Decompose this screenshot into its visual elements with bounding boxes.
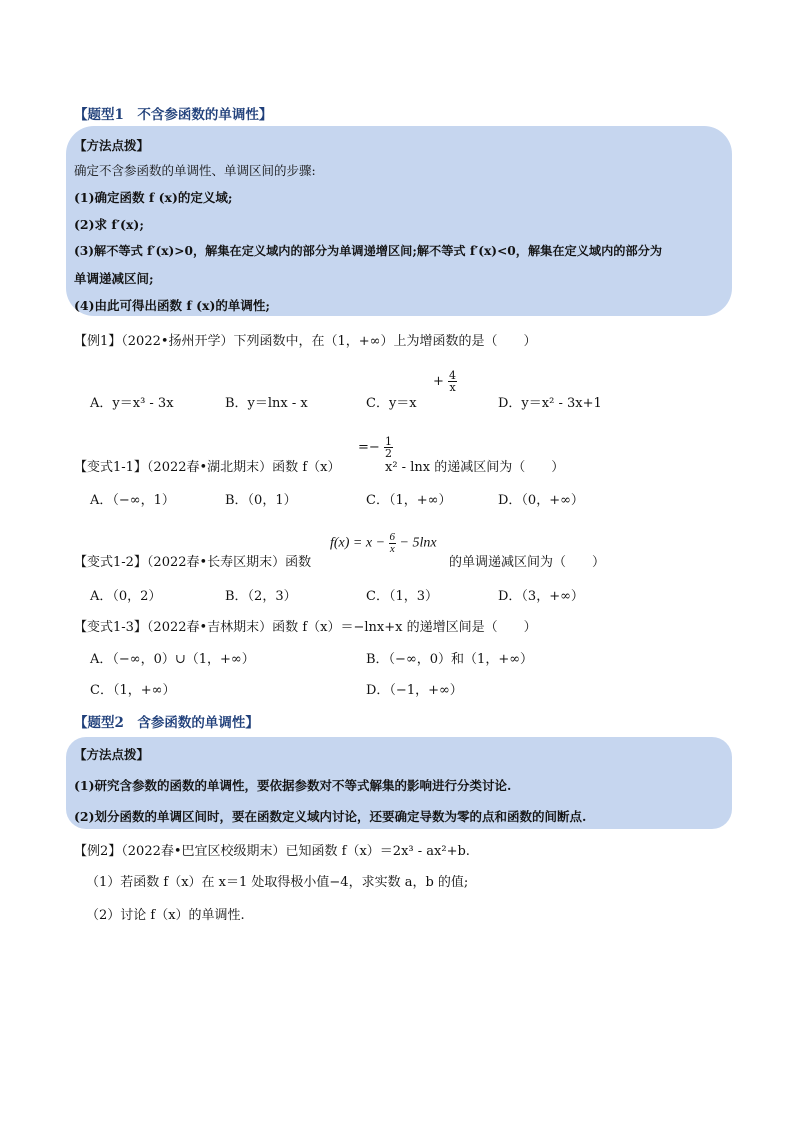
fraction-denominator: x: [449, 381, 456, 394]
variant12-stem-left: 【变式1-2】（2022春•长寿区期末）函数: [74, 555, 312, 570]
variant11-option-b: B．（0，1）: [225, 493, 297, 508]
method2-line-1: (1)研究含参数的函数的单调性，要依据参数对不等式解集的影响进行分类讨论.: [74, 778, 512, 793]
variant11-stem-left: 【变式1-1】（2022春•湖北期末）函数 f（x）: [74, 460, 341, 475]
variant11-option-d: D．（0，+∞）: [498, 493, 584, 508]
example1-option-c: C．y＝x: [366, 396, 417, 411]
example2-stem: 【例2】（2022春•巴宜区校级期末）已知函数 f（x）＝2x³ - ax²+b.: [74, 844, 470, 859]
example2-part1: （1）若函数 f（x）在 x＝1 处取得极小值−4，求实数 a，b 的值;: [86, 875, 469, 890]
method1-title: 【方法点拨】: [74, 138, 150, 153]
fraction-denominator: 2: [384, 447, 392, 460]
fraction-plus: +: [433, 374, 444, 389]
method1-line-3: (2)求 f′(x);: [74, 217, 144, 232]
variant12-formula: [330, 532, 437, 555]
fraction-numerator: 4: [449, 369, 457, 382]
formula-right: − 5lnx: [399, 535, 437, 551]
variant13-option-a: A．（−∞，0）∪（1，+∞）: [90, 652, 255, 667]
variant11-option-a: A．（−∞，1）: [90, 493, 175, 508]
variant12-option-c: C．（1，3）: [366, 589, 438, 604]
fraction-denominator: x: [389, 543, 395, 555]
variant13-stem: 【变式1-3】（2022春•吉林期末）函数 f（x）＝−lnx+x 的递增区间是（ ）: [74, 620, 537, 635]
fraction-numerator: 1: [384, 435, 392, 448]
method2-line-2: (2)划分函数的单调区间时，要在函数定义域内讨论，还要确定导数为零的点和函数的间断点.: [74, 809, 587, 824]
equals-minus: =−: [358, 440, 380, 455]
method1-line-5: 单调递减区间;: [74, 271, 154, 286]
variant12-option-b: B．（2，3）: [225, 589, 297, 604]
variant11-option-c: C．（1，+∞）: [366, 493, 452, 508]
formula-left: f(x) = x −: [330, 535, 386, 551]
example1-option-c-fraction: [433, 370, 457, 393]
method1-line-1: 确定不含参函数的单调性、单调区间的步骤:: [74, 163, 316, 178]
method-box-1: [66, 126, 732, 316]
variant13-option-b: B．（−∞，0）和（1，+∞）: [366, 652, 534, 667]
variant11-stem-right: x² - lnx 的递减区间为（ ）: [385, 460, 565, 475]
variant12-stem-right: 的单调递减区间为（ ）: [449, 555, 606, 570]
example2-part2: （2）讨论 f（x）的单调性.: [86, 908, 245, 923]
section2-title: 【题型2 含参函数的单调性】: [74, 715, 259, 731]
method2-title: 【方法点拨】: [74, 747, 150, 762]
variant13-option-c: C．（1，+∞）: [90, 683, 176, 698]
example1-option-b: B．y＝lnx - x: [225, 396, 308, 411]
variant12-option-a: A．（0，2）: [90, 589, 162, 604]
example1-option-a: A．y＝x³ - 3x: [90, 396, 174, 411]
method1-line-4: (3)解不等式 f′(x)>0，解集在定义域内的部分为单调递增区间;解不等式 f′(x)<0，解集在定义域内的部分为: [74, 244, 663, 258]
method1-line-6: (4)由此可得出函数 f (x)的单调性;: [74, 298, 271, 313]
variant12-option-d: D．（3，+∞）: [498, 589, 584, 604]
example1-stem: 【例1】（2022•扬州开学）下列函数中，在（1，+∞）上为增函数的是（ ）: [74, 334, 537, 349]
fraction-numerator: 6: [389, 531, 396, 543]
variant13-option-d: D．（−1，+∞）: [366, 683, 463, 698]
section1-title: 【题型1 不含参函数的单调性】: [74, 107, 273, 123]
example1-option-d: D．y＝x² - 3x+1: [498, 396, 602, 411]
method1-line-2: (1)确定函数 f (x)的定义域;: [74, 190, 233, 205]
